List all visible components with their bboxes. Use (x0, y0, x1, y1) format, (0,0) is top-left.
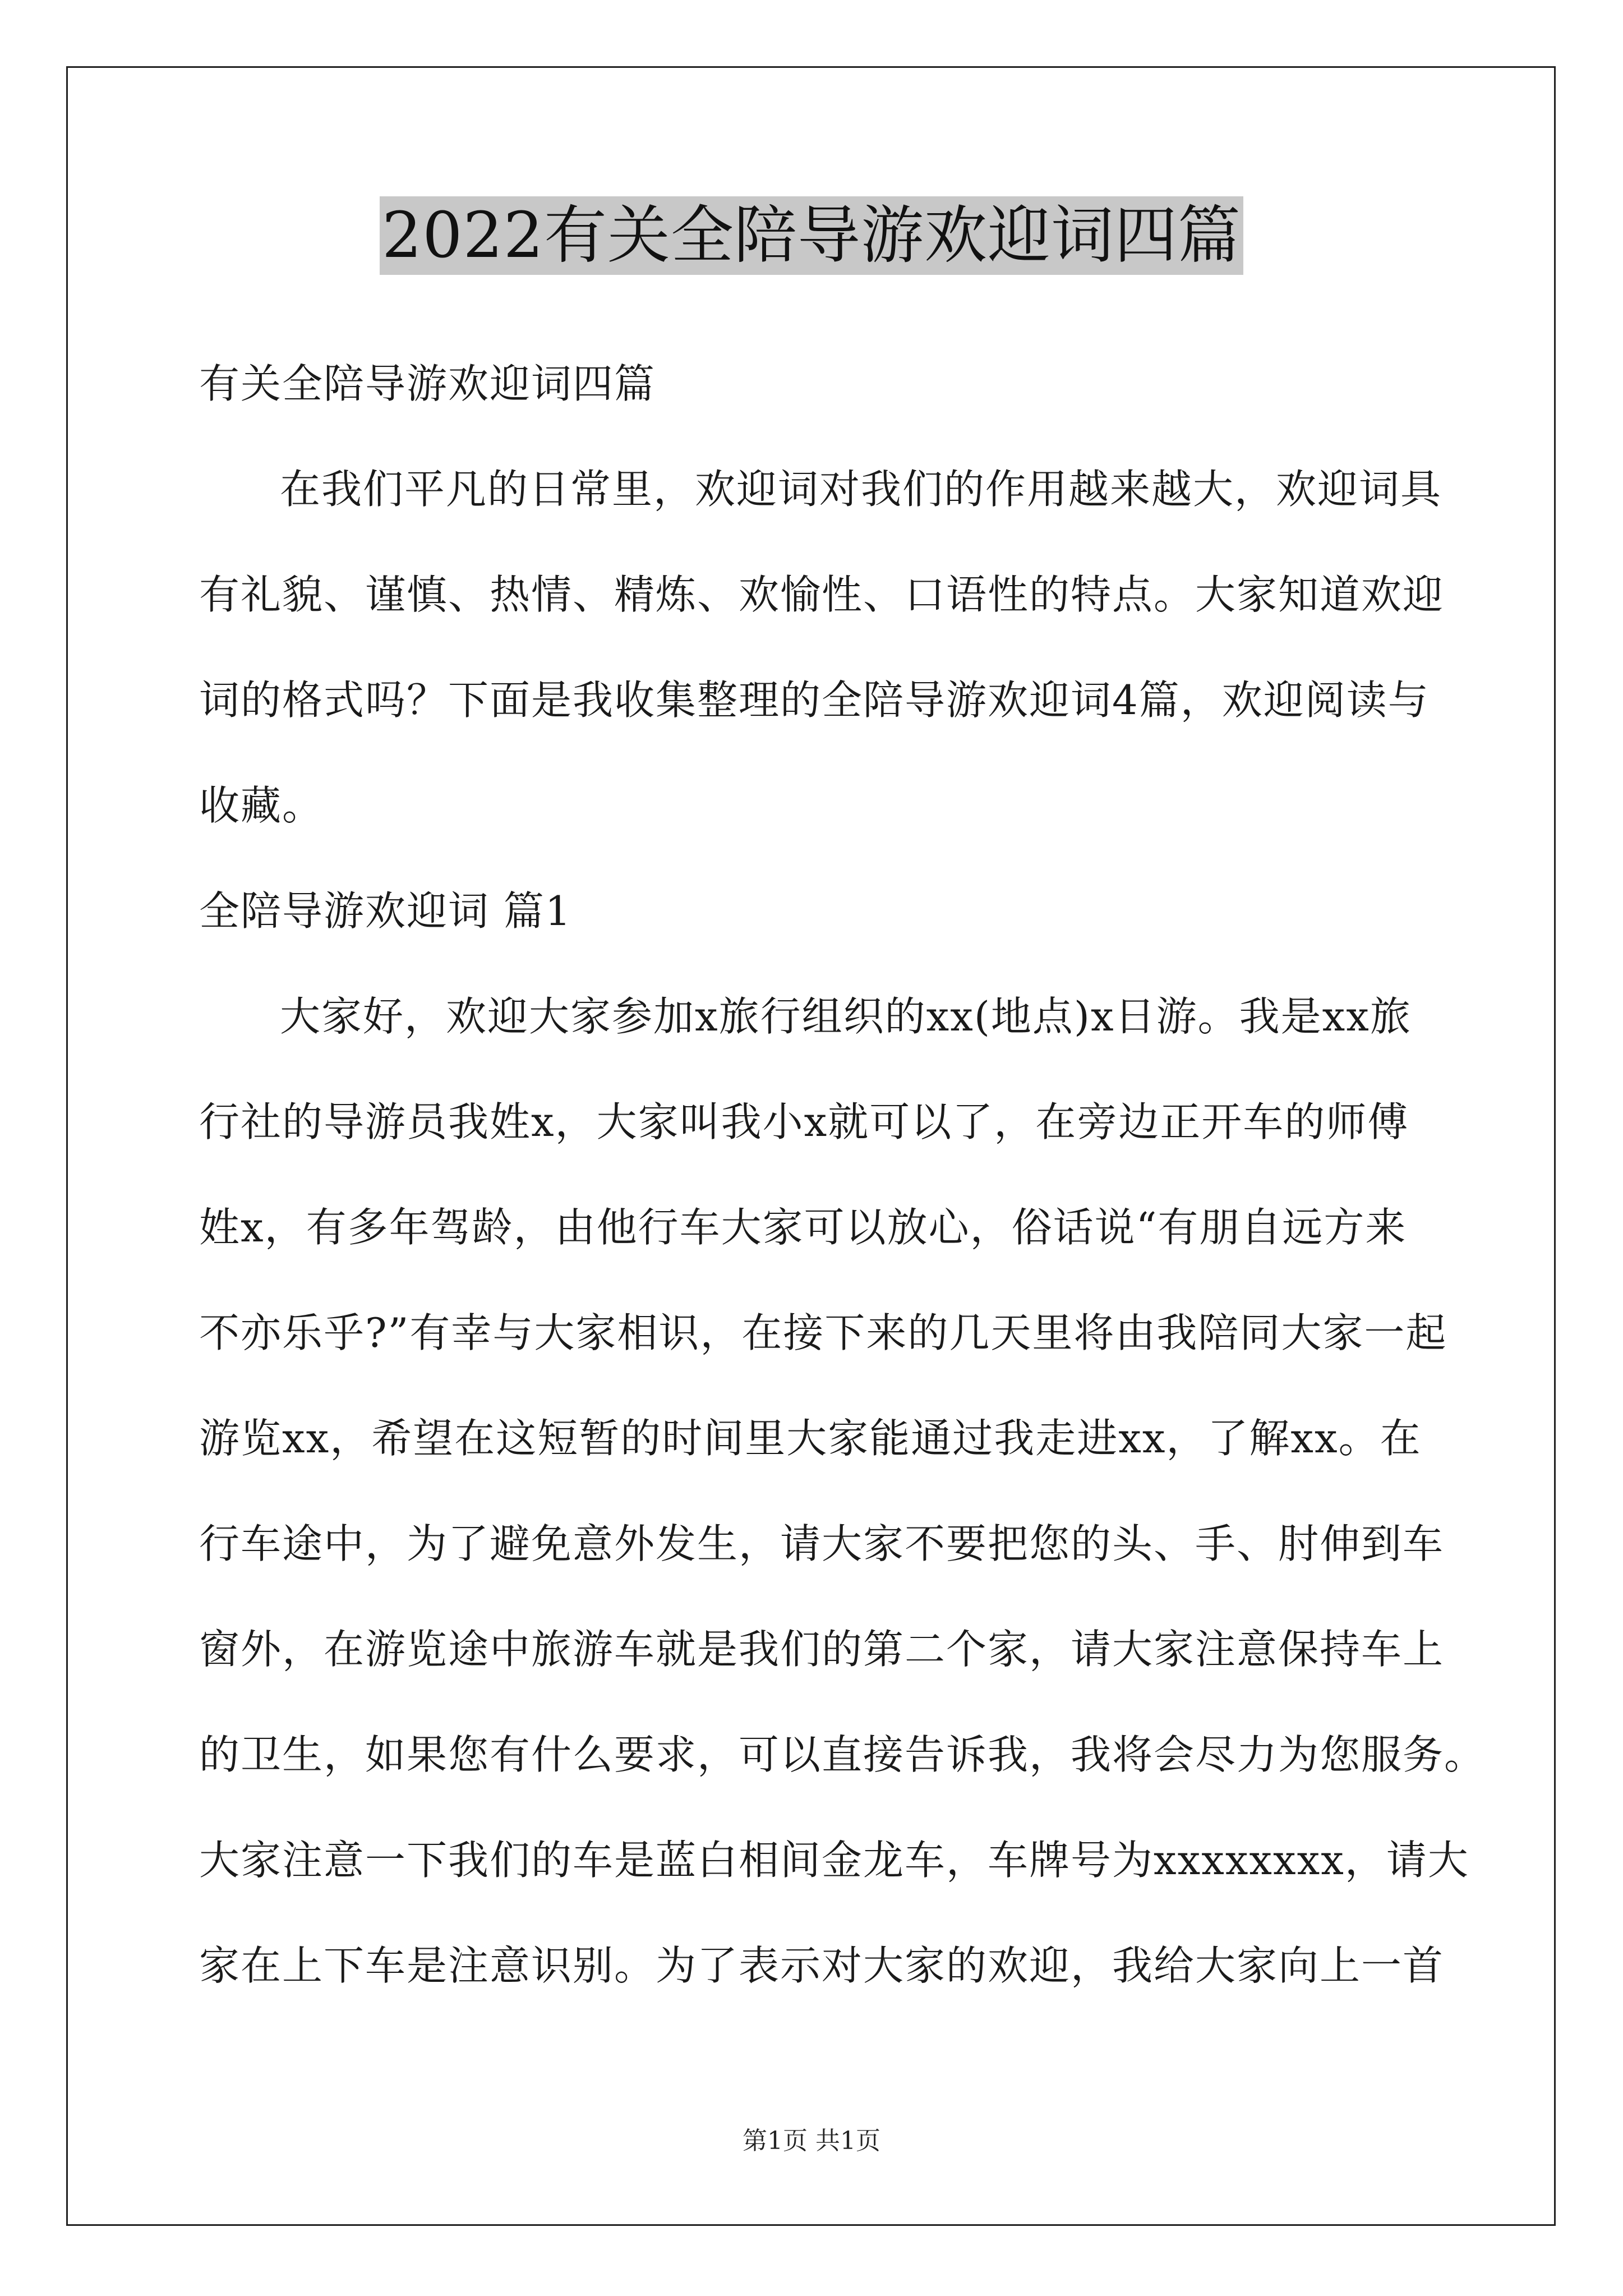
paragraph-line: 窗外，在游览途中旅游车就是我们的第二个家，请大家注意保持车上 (199, 1626, 1445, 1673)
paragraph-line: 有礼貌、谨慎、热情、精炼、欢愉性、口语性的特点。大家知道欢迎 (199, 571, 1445, 618)
paragraph-line: 行车途中，为了避免意外发生，请大家不要把您的头、手、肘伸到车 (199, 1520, 1445, 1567)
paragraph-line: 大家好，欢迎大家参加x旅行组织的xx(地点)x日游。我是xx旅 (280, 993, 1412, 1040)
paragraph-line: 大家注意一下我们的车是蓝白相间金龙车，车牌号为xxxxxxxx，请大 (199, 1837, 1469, 1884)
document-body (199, 331, 1486, 2018)
paragraph-line: 不亦乐乎?”有幸与大家相识，在接下来的几天里将由我陪同大家一起 (199, 1309, 1447, 1356)
paragraph-line: 游览xx，希望在这短暂的时间里大家能通过我走进xx，了解xx。在 (199, 1415, 1422, 1462)
document-title: 2022有关全陪导游欢迎词四篇 (380, 196, 1243, 275)
paragraph-line: 词的格式吗？下面是我收集整理的全陪导游欢迎词4篇，欢迎阅读与 (199, 677, 1430, 724)
paragraph-line: 的卫生，如果您有什么要求，可以直接告诉我，我将会尽力为您服务。 (199, 1731, 1486, 1778)
paragraph-line: 家在上下车是注意识别。为了表示对大家的欢迎，我给大家向上一首 (199, 1942, 1445, 1989)
paragraph-line: 收藏。 (199, 782, 324, 829)
paragraph-line: 行社的导游员我姓x，大家叫我小x就可以了，在旁边正开车的师傅 (199, 1098, 1409, 1145)
section-heading: 全陪导游欢迎词 篇1 (199, 887, 572, 935)
page-number-footer: 第1页 共1页 (743, 2127, 880, 2155)
section-heading: 有关全陪导游欢迎词四篇 (199, 360, 656, 407)
paragraph-line: 姓x，有多年驾龄，由他行车大家可以放心，俗话说“有朋自远方来 (199, 1204, 1407, 1251)
title-container (0, 196, 1623, 275)
paragraph-line: 在我们平凡的日常里，欢迎词对我们的作用越来越大，欢迎词具 (280, 466, 1442, 513)
